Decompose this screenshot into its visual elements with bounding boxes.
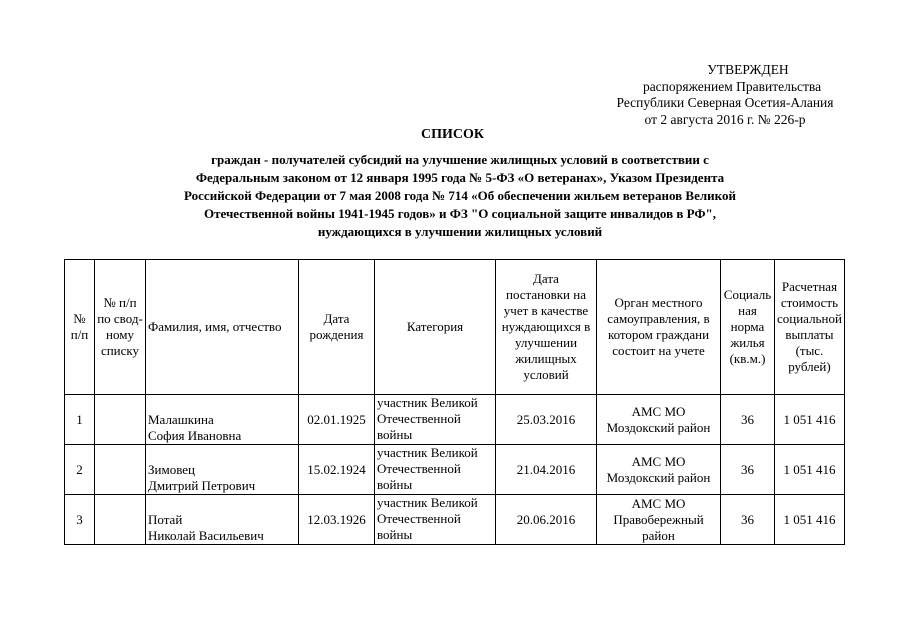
cell-birth-date: 15.02.1924: [299, 445, 375, 495]
cell-estimated-cost: 1 051 416: [775, 395, 845, 445]
header-line: состоит на учете: [612, 343, 705, 358]
authority-line: АМС МО: [631, 403, 686, 419]
recipients-table: [64, 259, 845, 545]
cell-consolidated-num: [95, 445, 146, 495]
approval-date-number: от 2 августа 2016 г. № 226-р: [644, 111, 806, 127]
header-line: Расчетная: [781, 279, 838, 294]
cell-category: [375, 395, 496, 445]
header-line: по свод-: [97, 311, 143, 326]
cell-fio: [146, 495, 299, 545]
header-line: рождения: [309, 327, 364, 342]
header-line: учет в качестве: [503, 303, 589, 318]
header-line: жилищных: [515, 351, 577, 366]
authority-line: АМС МО: [631, 453, 686, 469]
approval-republic: Республики Северная Осетия-Алания: [616, 95, 834, 110]
authority-line: Моздокский район: [606, 469, 711, 485]
cell-housing-norm: 36: [721, 495, 775, 545]
document-subtitle: [150, 151, 770, 241]
fio-surname: Малашкина: [148, 412, 214, 427]
header-line: улучшении: [514, 335, 578, 350]
cell-estimated-cost: 1 051 416: [775, 445, 845, 495]
authority-line: Моздокский район: [606, 419, 711, 435]
category-line: Отечественной: [377, 511, 461, 526]
header-line: условий: [523, 367, 569, 382]
cell-fio: [146, 445, 299, 495]
header-line: стоимость: [780, 295, 839, 310]
header-num-line: №: [73, 311, 86, 326]
fio-given-names: София Ивановна: [148, 428, 242, 443]
header-line: Орган местного: [614, 295, 703, 310]
fio-given-names: Дмитрий Петрович: [148, 478, 256, 493]
cell-category: [375, 445, 496, 495]
cell-registration-date: 20.06.2016: [496, 495, 597, 545]
cell-registration-date: 25.03.2016: [496, 395, 597, 445]
cell-consolidated-num: [95, 395, 146, 445]
cell-num: 2: [65, 445, 95, 495]
header-line: нуждающихся в: [501, 319, 591, 334]
header-line: Социаль: [723, 287, 772, 302]
subtitle-line: нуждающихся в улучшении жилищных условий: [317, 224, 603, 239]
header-line: социальной: [777, 311, 842, 326]
header-line: самоуправления, в: [607, 311, 710, 326]
header-line: ному: [106, 327, 134, 342]
table-row: [65, 495, 845, 545]
header-line: норма: [730, 319, 765, 334]
subtitle-line: Российской Федерации от 7 мая 2008 года № 714 «Об обеспечении жильем ветеранов Великой: [184, 188, 736, 203]
cell-birth-date: 12.03.1926: [299, 495, 375, 545]
approval-block: [600, 62, 850, 128]
table-row: [65, 445, 845, 495]
header-line: (тыс.: [795, 343, 824, 358]
cell-housing-norm: 36: [721, 445, 775, 495]
cell-num: 1: [65, 395, 95, 445]
category-line: участник Великой: [377, 445, 478, 460]
fio-surname: Зимовец: [148, 462, 195, 477]
header-line: № п/п: [103, 295, 137, 310]
header-line: (кв.м.): [729, 351, 766, 366]
subtitle-line: Отечественной войны 1941-1945 годов» и ФЗ "О социальной защите инвалидов в РФ",: [204, 206, 716, 221]
header-consolidated-num: [95, 260, 146, 395]
header-category: Категория: [375, 260, 496, 395]
category-line: участник Великой: [377, 395, 478, 410]
table-header-row: [65, 260, 845, 395]
subtitle-line: Федеральным законом от 12 января 1995 года № 5-ФЗ «О ветеранах», Указом Президента: [195, 170, 725, 185]
header-registration-date: [496, 260, 597, 395]
fio-surname: Потай: [148, 512, 183, 527]
authority-line: АМС МО: [631, 495, 686, 511]
header-line: выплаты: [785, 327, 834, 342]
header-line: Дата: [533, 271, 559, 286]
cell-category: [375, 495, 496, 545]
document-title: СПИСОК: [420, 127, 485, 142]
authority-line: район: [642, 527, 675, 543]
header-line: списку: [100, 343, 140, 358]
header-authority: [597, 260, 721, 395]
cell-consolidated-num: [95, 495, 146, 545]
header-estimated-cost: [775, 260, 845, 395]
header-line: Дата: [323, 311, 350, 326]
fio-given-names: Николай Васильевич: [148, 528, 264, 543]
header-num: [65, 260, 95, 395]
header-line: постановки на: [505, 287, 586, 302]
header-line: котором граждани: [607, 327, 710, 342]
table-row: [65, 395, 845, 445]
cell-birth-date: 02.01.1925: [299, 395, 375, 445]
cell-estimated-cost: 1 051 416: [775, 495, 845, 545]
category-line: Отечественной: [377, 461, 461, 476]
subtitle-line: граждан - получателей субсидий на улучшение жилищных условий в соответствии с: [211, 152, 709, 167]
cell-num: 3: [65, 495, 95, 545]
cell-registration-date: 21.04.2016: [496, 445, 597, 495]
cell-authority: [597, 395, 721, 445]
category-line: участник Великой: [377, 495, 478, 510]
category-line: войны: [377, 527, 413, 542]
category-line: войны: [377, 427, 413, 442]
approval-order-text: распоряжением Правительства: [642, 78, 822, 94]
approval-heading: УТВЕРЖДЕН: [707, 62, 789, 77]
cell-fio: [146, 395, 299, 445]
header-line: жилья: [730, 335, 765, 350]
header-line: рублей): [788, 359, 831, 374]
header-housing-norm: [721, 260, 775, 395]
authority-line: Правобережный: [613, 511, 704, 527]
cell-housing-norm: 36: [721, 395, 775, 445]
cell-authority: [597, 445, 721, 495]
cell-authority: [597, 495, 721, 545]
category-line: войны: [377, 477, 413, 492]
header-birth-date: [299, 260, 375, 395]
header-fio: Фамилия, имя, отчество: [146, 260, 299, 395]
category-line: Отечественной: [377, 411, 461, 426]
header-line: ная: [738, 303, 757, 318]
header-num-line: п/п: [70, 327, 89, 342]
